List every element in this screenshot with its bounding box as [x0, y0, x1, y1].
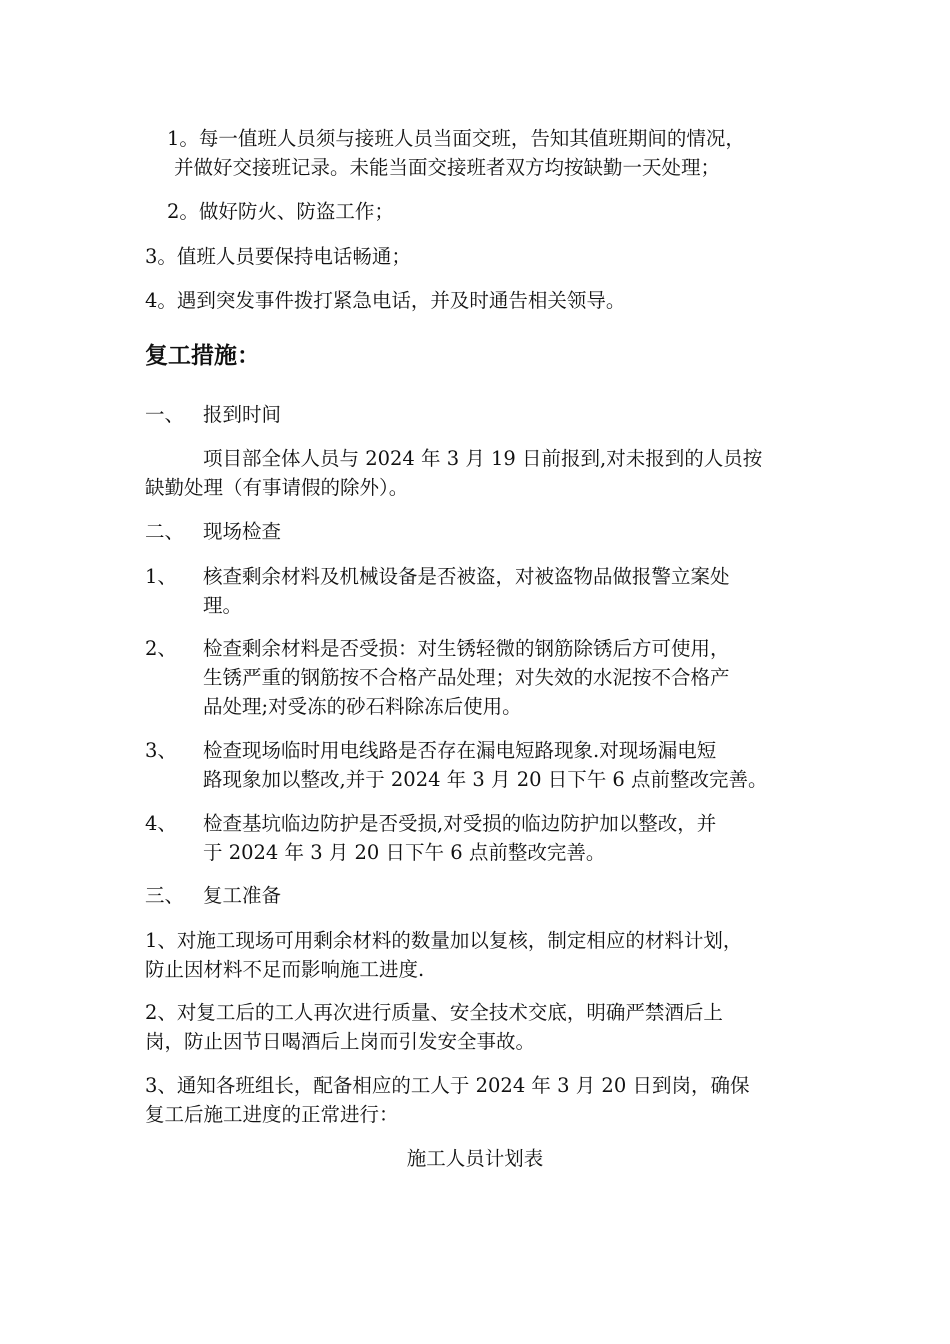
prep-para-2-line-2: 岗，防止因节日喝酒后上岗而引发安全事故。 [145, 1030, 536, 1053]
duty-rule-1-line-2: 并做好交接班记录。未能当面交接班者双方均按缺勤一天处理； [174, 156, 721, 179]
section-3-title: 复工准备 [203, 884, 282, 907]
prep-para-3-line-2: 复工后施工进度的正常进行： [145, 1103, 399, 1126]
duty-rule-1-line-1: 1。每一值班人员须与接班人员当面交班，告知其值班期间的情况， [167, 127, 745, 150]
section-1-para-line-1: 项目部全体人员与 2024 年 3 月 19 日前报到,对未报到的人员按 [203, 447, 763, 470]
prep-para-2-line-1: 2、对复工后的工人再次进行质量、安全技术交底，明确严禁酒后上 [145, 1001, 723, 1024]
check-item-2-line-1: 检查剩余材料是否受损：对生锈轻微的钢筋除锈后方可使用， [203, 637, 730, 660]
duty-rule-2: 2。做好防火、防盗工作； [167, 200, 394, 223]
check-item-3-line-2: 路现象加以整改,并于 2024 年 3 月 20 日下午 6 点前整改完善。 [203, 768, 768, 791]
section-1-para-line-2: 缺勤处理（有事请假的除外）。 [145, 476, 409, 499]
section-1-number: 一、 [145, 403, 185, 426]
check-item-2-line-3: 品处理;对受冻的砂石料除冻后使用。 [203, 695, 522, 718]
check-item-4-line-1: 检查基坑临边防护是否受损,对受损的临边防护加以整改，并 [203, 812, 717, 835]
prep-para-1-line-2: 防止因材料不足而影响施工进度. [145, 958, 425, 981]
check-item-1-number: 1、 [145, 565, 177, 588]
duty-rule-4: 4。遇到突发事件拨打紧急电话，并及时通告相关领导。 [145, 289, 626, 312]
section-3-number: 三、 [145, 884, 185, 907]
check-item-3-number: 3、 [145, 739, 177, 762]
check-item-2-line-2: 生锈严重的钢筋按不合格产品处理；对失效的水泥按不合格产 [203, 666, 730, 689]
section-1-title: 报到时间 [203, 403, 282, 426]
check-item-1-line-1: 核查剩余材料及机械设备是否被盗，对被盗物品做报警立案处 [203, 565, 730, 588]
check-item-1-line-2: 理。 [203, 594, 243, 617]
check-item-3-line-1: 检查现场临时用电线路是否存在漏电短路现象.对现场漏电短 [203, 739, 717, 762]
check-item-4-line-2: 于 2024 年 3 月 20 日下午 6 点前整改完善。 [203, 841, 606, 864]
table-caption: 施工人员计划表 [406, 1147, 544, 1170]
resumption-title: 复工措施： [145, 342, 260, 369]
duty-rule-3: 3。值班人员要保持电话畅通； [145, 245, 411, 268]
prep-para-1-line-1: 1、对施工现场可用剩余材料的数量加以复核，制定相应的材料计划， [145, 929, 743, 952]
prep-para-3-line-1: 3、通知各班组长，配备相应的工人于 2024 年 3 月 20 日到岗，确保 [145, 1074, 750, 1097]
check-item-4-number: 4、 [145, 812, 177, 835]
section-2-number: 二、 [145, 520, 185, 543]
section-2-title: 现场检查 [203, 520, 282, 543]
check-item-2-number: 2、 [145, 637, 177, 660]
